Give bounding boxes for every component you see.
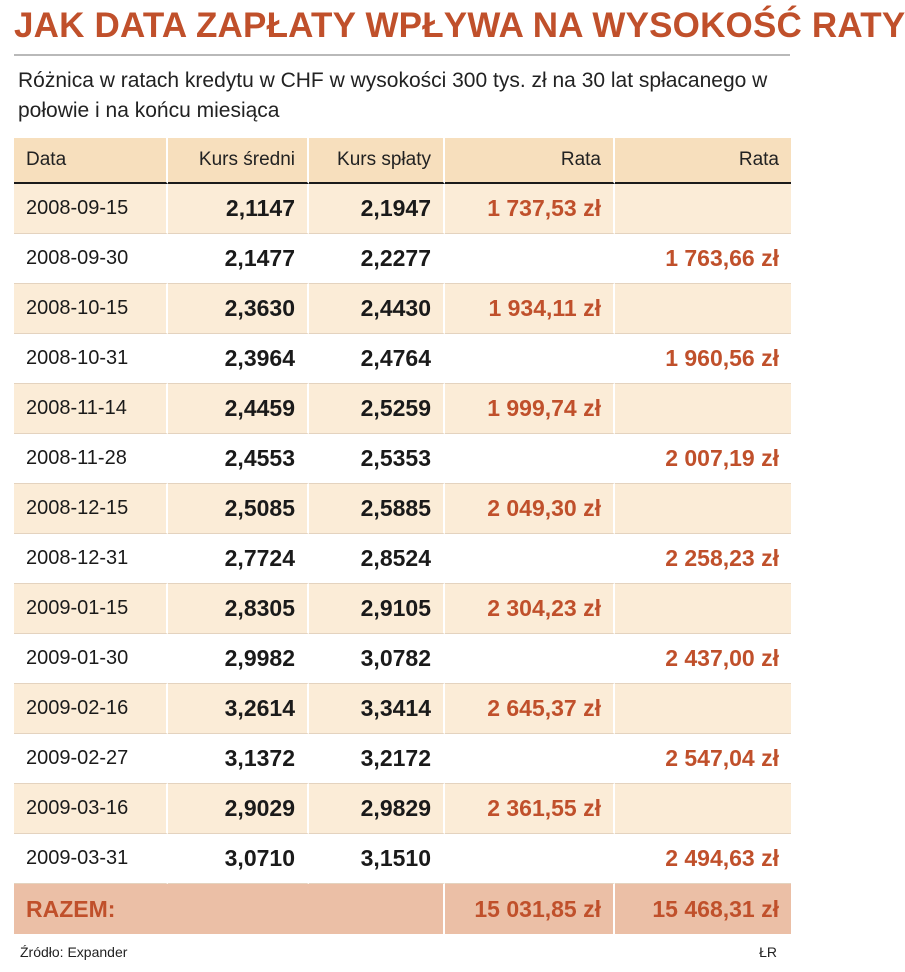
header-date: Data [14,138,168,184]
cell-installment-mid: 2 049,30 zł [445,484,615,534]
title-divider [14,54,790,56]
cell-repay-rate: 3,1510 [309,834,445,884]
total-row [14,884,791,934]
cell-installment-mid [445,534,615,584]
cell-date: 2009-02-16 [14,684,168,734]
table-row [14,384,791,434]
table-row [14,584,791,634]
cell-installment-mid: 2 304,23 zł [445,584,615,634]
cell-date: 2008-09-30 [14,234,168,284]
cell-date: 2009-02-27 [14,734,168,784]
cell-installment-end: 1 960,56 zł [615,334,791,384]
cell-repay-rate: 2,1947 [309,184,445,234]
cell-installment-end: 2 494,63 zł [615,834,791,884]
cell-date: 2008-12-31 [14,534,168,584]
header-installment-end: Rata [615,138,791,184]
total-installment-end: 15 468,31 zł [615,884,791,934]
source-note: Źródło: Expander [20,944,128,960]
table-body [14,184,791,884]
cell-avg-rate: 3,1372 [168,734,309,784]
cell-date: 2009-01-15 [14,584,168,634]
table-row [14,184,791,234]
cell-repay-rate: 2,5353 [309,434,445,484]
cell-date: 2008-10-31 [14,334,168,384]
cell-avg-rate: 2,9029 [168,784,309,834]
cell-repay-rate: 2,5885 [309,484,445,534]
page-subtitle: Różnica w ratach kredytu w CHF w wysokości 300 tys. zł na 30 lat spłacanego w połowie i na końcu miesiąca [18,69,768,122]
cell-date: 2009-01-30 [14,634,168,684]
cell-repay-rate: 2,5259 [309,384,445,434]
table-row [14,234,791,284]
cell-installment-end: 2 547,04 zł [615,734,791,784]
cell-avg-rate: 2,1477 [168,234,309,284]
cell-installment-mid: 1 934,11 zł [445,284,615,334]
cell-repay-rate: 3,3414 [309,684,445,734]
cell-installment-mid: 1 737,53 zł [445,184,615,234]
table-row [14,834,791,884]
table-row [14,534,791,584]
cell-avg-rate: 2,1147 [168,184,309,234]
cell-repay-rate: 3,0782 [309,634,445,684]
cell-installment-end [615,384,791,434]
cell-installment-mid [445,334,615,384]
cell-repay-rate: 3,2172 [309,734,445,784]
table-row [14,684,791,734]
cell-repay-rate: 2,9105 [309,584,445,634]
cell-installment-end: 1 763,66 zł [615,234,791,284]
total-installment-mid: 15 031,85 zł [445,884,615,934]
cell-installment-end [615,284,791,334]
cell-avg-rate: 3,0710 [168,834,309,884]
cell-date: 2008-09-15 [14,184,168,234]
cell-date: 2009-03-16 [14,784,168,834]
header-installment-mid: Rata [445,138,615,184]
cell-repay-rate: 2,2277 [309,234,445,284]
cell-avg-rate: 2,5085 [168,484,309,534]
cell-installment-mid: 2 361,55 zł [445,784,615,834]
table-row [14,434,791,484]
cell-avg-rate: 2,8305 [168,584,309,634]
total-label: RAZEM: [14,884,445,934]
cell-date: 2008-11-14 [14,384,168,434]
installments-table [14,138,791,934]
table-header-row [14,138,791,184]
cell-installment-end [615,484,791,534]
cell-installment-end [615,184,791,234]
header-avg-rate: Kurs średni [168,138,309,184]
cell-installment-end [615,584,791,634]
table-row [14,734,791,784]
table-row [14,634,791,684]
cell-avg-rate: 3,2614 [168,684,309,734]
author-initials: ŁR [759,944,777,960]
cell-date: 2008-10-15 [14,284,168,334]
cell-repay-rate: 2,4764 [309,334,445,384]
header-repay-rate: Kurs spłaty [309,138,445,184]
table-row [14,334,791,384]
cell-date: 2008-11-28 [14,434,168,484]
page-title: JAK DATA ZAPŁATY WPŁYWA NA WYSOKOŚĆ RATY [14,6,905,45]
table-row [14,484,791,534]
cell-installment-end [615,684,791,734]
cell-avg-rate: 2,7724 [168,534,309,584]
cell-installment-mid [445,634,615,684]
cell-installment-mid: 1 999,74 zł [445,384,615,434]
cell-installment-mid [445,834,615,884]
cell-avg-rate: 2,3964 [168,334,309,384]
cell-repay-rate: 2,9829 [309,784,445,834]
cell-avg-rate: 2,4459 [168,384,309,434]
cell-installment-end: 2 258,23 zł [615,534,791,584]
table-row [14,784,791,834]
cell-installment-mid: 2 645,37 zł [445,684,615,734]
cell-installment-mid [445,234,615,284]
cell-installment-mid [445,734,615,784]
cell-installment-end: 2 007,19 zł [615,434,791,484]
table-row [14,284,791,334]
cell-avg-rate: 2,3630 [168,284,309,334]
cell-repay-rate: 2,4430 [309,284,445,334]
cell-installment-end [615,784,791,834]
cell-installment-mid [445,434,615,484]
cell-date: 2008-12-15 [14,484,168,534]
cell-avg-rate: 2,9982 [168,634,309,684]
cell-repay-rate: 2,8524 [309,534,445,584]
cell-installment-end: 2 437,00 zł [615,634,791,684]
cell-date: 2009-03-31 [14,834,168,884]
cell-avg-rate: 2,4553 [168,434,309,484]
